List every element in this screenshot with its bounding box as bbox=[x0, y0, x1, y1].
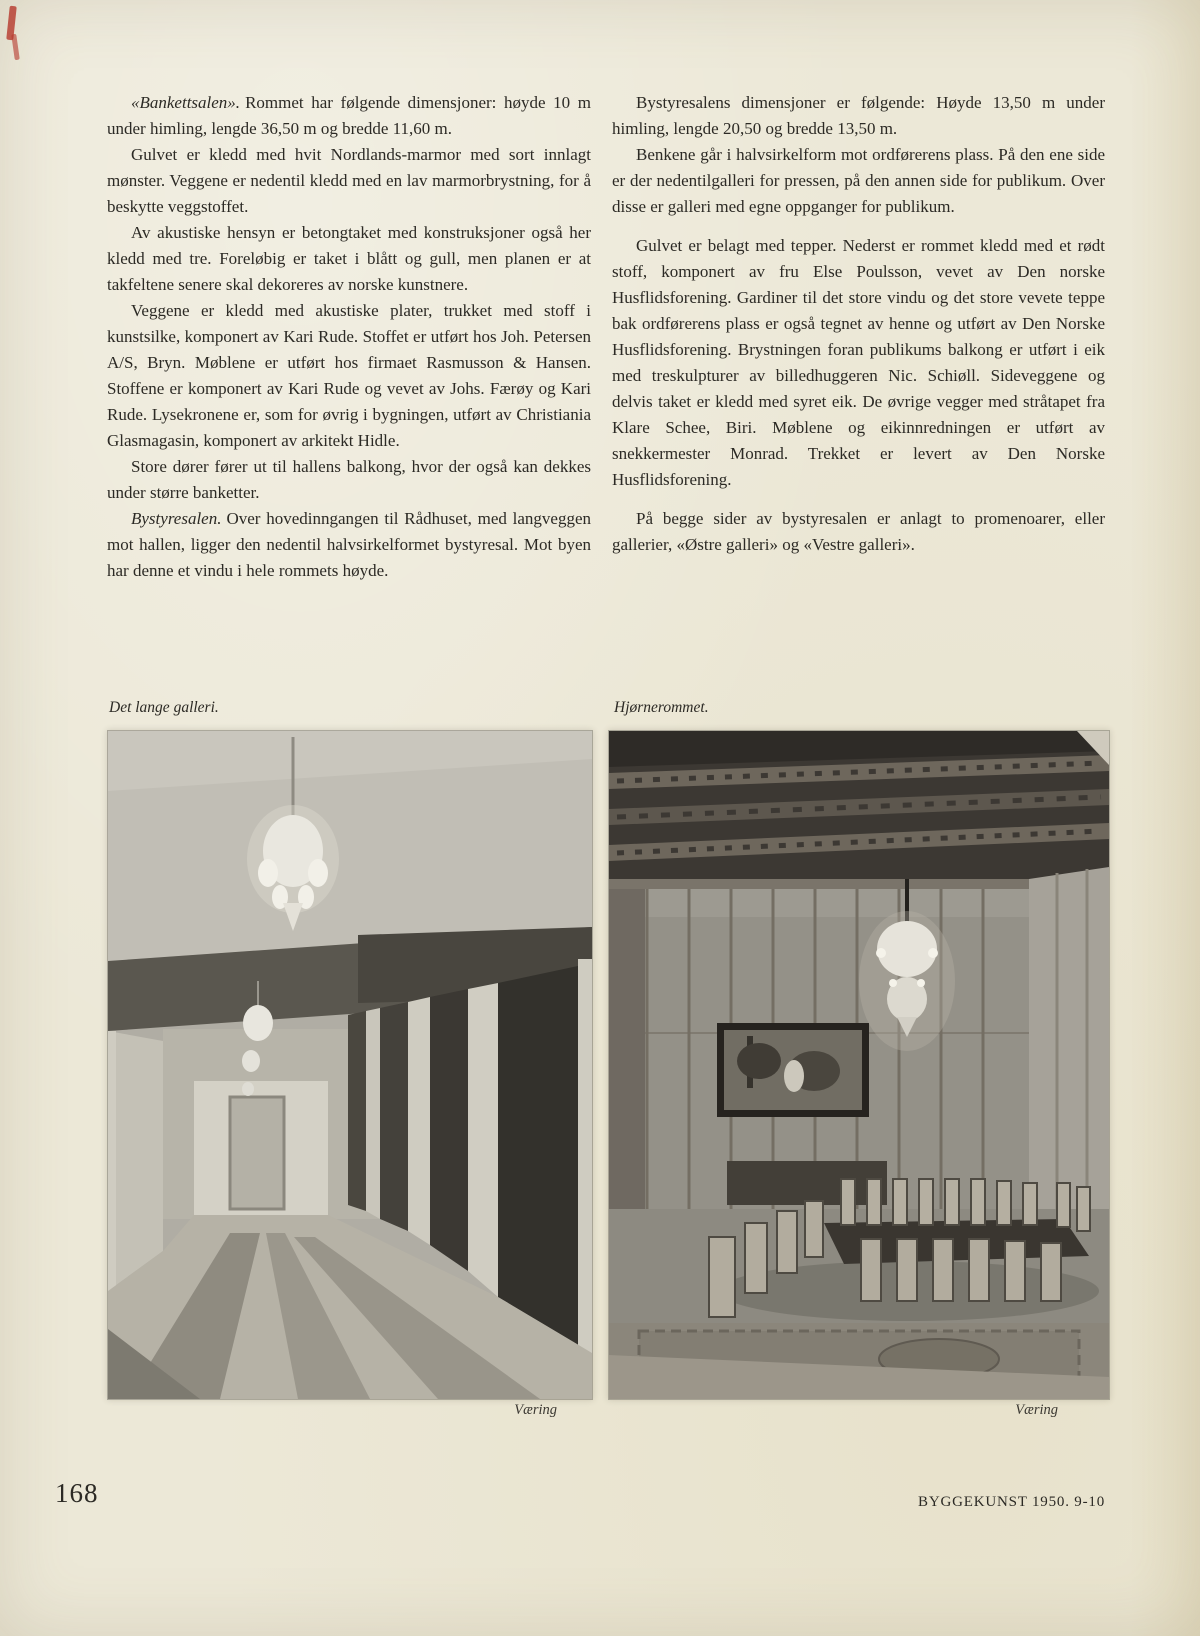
figure-caption-corner-room: Hjørnerommet. bbox=[614, 699, 709, 716]
paragraph-text: Veggene er kledd med akustiske plater, trukket med stoff i kunstsilke, komponert av Kari Rude. Stoffet er utført hos Joh. Petersen A/S, Bryn. Møblene er utført hos firmaet Rasmusson & Hansen. Stoffene er komponert av Kari Rude og vevet av Johs. Færøy og Kari Rude. Lysekronene er, som for øvrig i bygningen, utført av Christiania Glasmagasin, komponert av arkitekt Hidle. bbox=[107, 301, 591, 450]
paragraph bbox=[612, 506, 1105, 558]
corner-room-photo bbox=[608, 730, 1110, 1400]
paragraph-text: Gulvet er kledd med hvit Nordlands-marmor med sort innlagt mønster. Veggene er nedentil kledd med en lav marmorbrystning, for å beskytte veggstoffet. bbox=[107, 145, 591, 216]
paragraph-text: Benkene går i halvsirkelform mot ordførerens plass. På den ene side er der nedentilgalleri for pressen, på den annen side for publikum. Over disse er galleri med egne oppganger for publikum. bbox=[612, 145, 1105, 216]
paragraph-text: Store dører fører ut til hallens balkong, hvor der også kan dekkes under større banketter. bbox=[107, 457, 591, 502]
paragraph bbox=[107, 506, 591, 584]
left-text-column bbox=[107, 90, 591, 584]
paragraph bbox=[107, 298, 591, 454]
paragraph bbox=[107, 454, 591, 506]
journal-reference: BYGGEKUNST 1950. 9-10 bbox=[918, 1494, 1105, 1510]
paragraph-lead: «Bankettsalen». bbox=[131, 93, 241, 112]
long-gallery-illustration bbox=[108, 731, 592, 1399]
paragraph bbox=[107, 220, 591, 298]
right-text-column bbox=[612, 90, 1105, 558]
paragraph-text: Rommet har følgende dimensjoner: høyde 10 m under himling, lengde 36,50 m og bredde 11,60 m. bbox=[107, 93, 591, 138]
paragraph bbox=[107, 142, 591, 220]
corner-room-illustration bbox=[609, 731, 1109, 1399]
paragraph bbox=[107, 90, 591, 142]
red-scan-mark bbox=[11, 34, 20, 60]
paragraph bbox=[612, 90, 1105, 142]
paragraph-text: Av akustiske hensyn er betongtaket med konstruksjoner også her kledd med tre. Foreløbig er taket i blått og gull, men planen er at takfeltene senere skal dekoreres av norske kunstnere. bbox=[107, 223, 591, 294]
photo-credit-corner-room: Væring bbox=[1015, 1402, 1058, 1418]
paragraph-text: Over hovedinngangen til Rådhuset, med langveggen mot hallen, ligger den nedentil halvsirkelformet bystyresal. Mot byen har denne et vindu i hele rommets høyde. bbox=[107, 509, 591, 580]
long-gallery-photo bbox=[107, 730, 593, 1400]
paragraph bbox=[612, 142, 1105, 220]
figure-caption-long-gallery: Det lange galleri. bbox=[109, 699, 219, 716]
photo-credit-long-gallery: Væring bbox=[514, 1402, 557, 1418]
page-number: 168 bbox=[55, 1478, 99, 1508]
paragraph bbox=[612, 233, 1105, 493]
paragraph-text: Bystyresalens dimensjoner er følgende: Høyde 13,50 m under himling, lengde 20,50 og bredde 13,50 m. bbox=[612, 93, 1105, 138]
paragraph-text: Gulvet er belagt med tepper. Nederst er rommet kledd med et rødt stoff, komponert av fru Else Poulsson, vevet av Den norske Husflidsforening. Gardiner til det store vindu og det store vevete teppe bak ordførerens plass er også tegnet av henne og utført av Den Norske Husflidsforening. Brystningen foran publikums balkong er utført i eik med treskulpturer av billedhuggeren Nic. Schiøll. Sideveggene og delvis taket er kledd med syret eik. De øvrige vegger med stråtapet fra Klare Schee, Biri. Møblene og eikinnredningen er utført av snekkermester Monrad. Trekket er levert av Den Norske Husflidsforening. bbox=[612, 236, 1105, 489]
paragraph-lead: Bystyresalen. bbox=[131, 509, 222, 528]
paragraph-text: På begge sider av bystyresalen er anlagt to promenoarer, eller gallerier, «Østre galleri» og «Vestre galleri». bbox=[612, 509, 1105, 554]
